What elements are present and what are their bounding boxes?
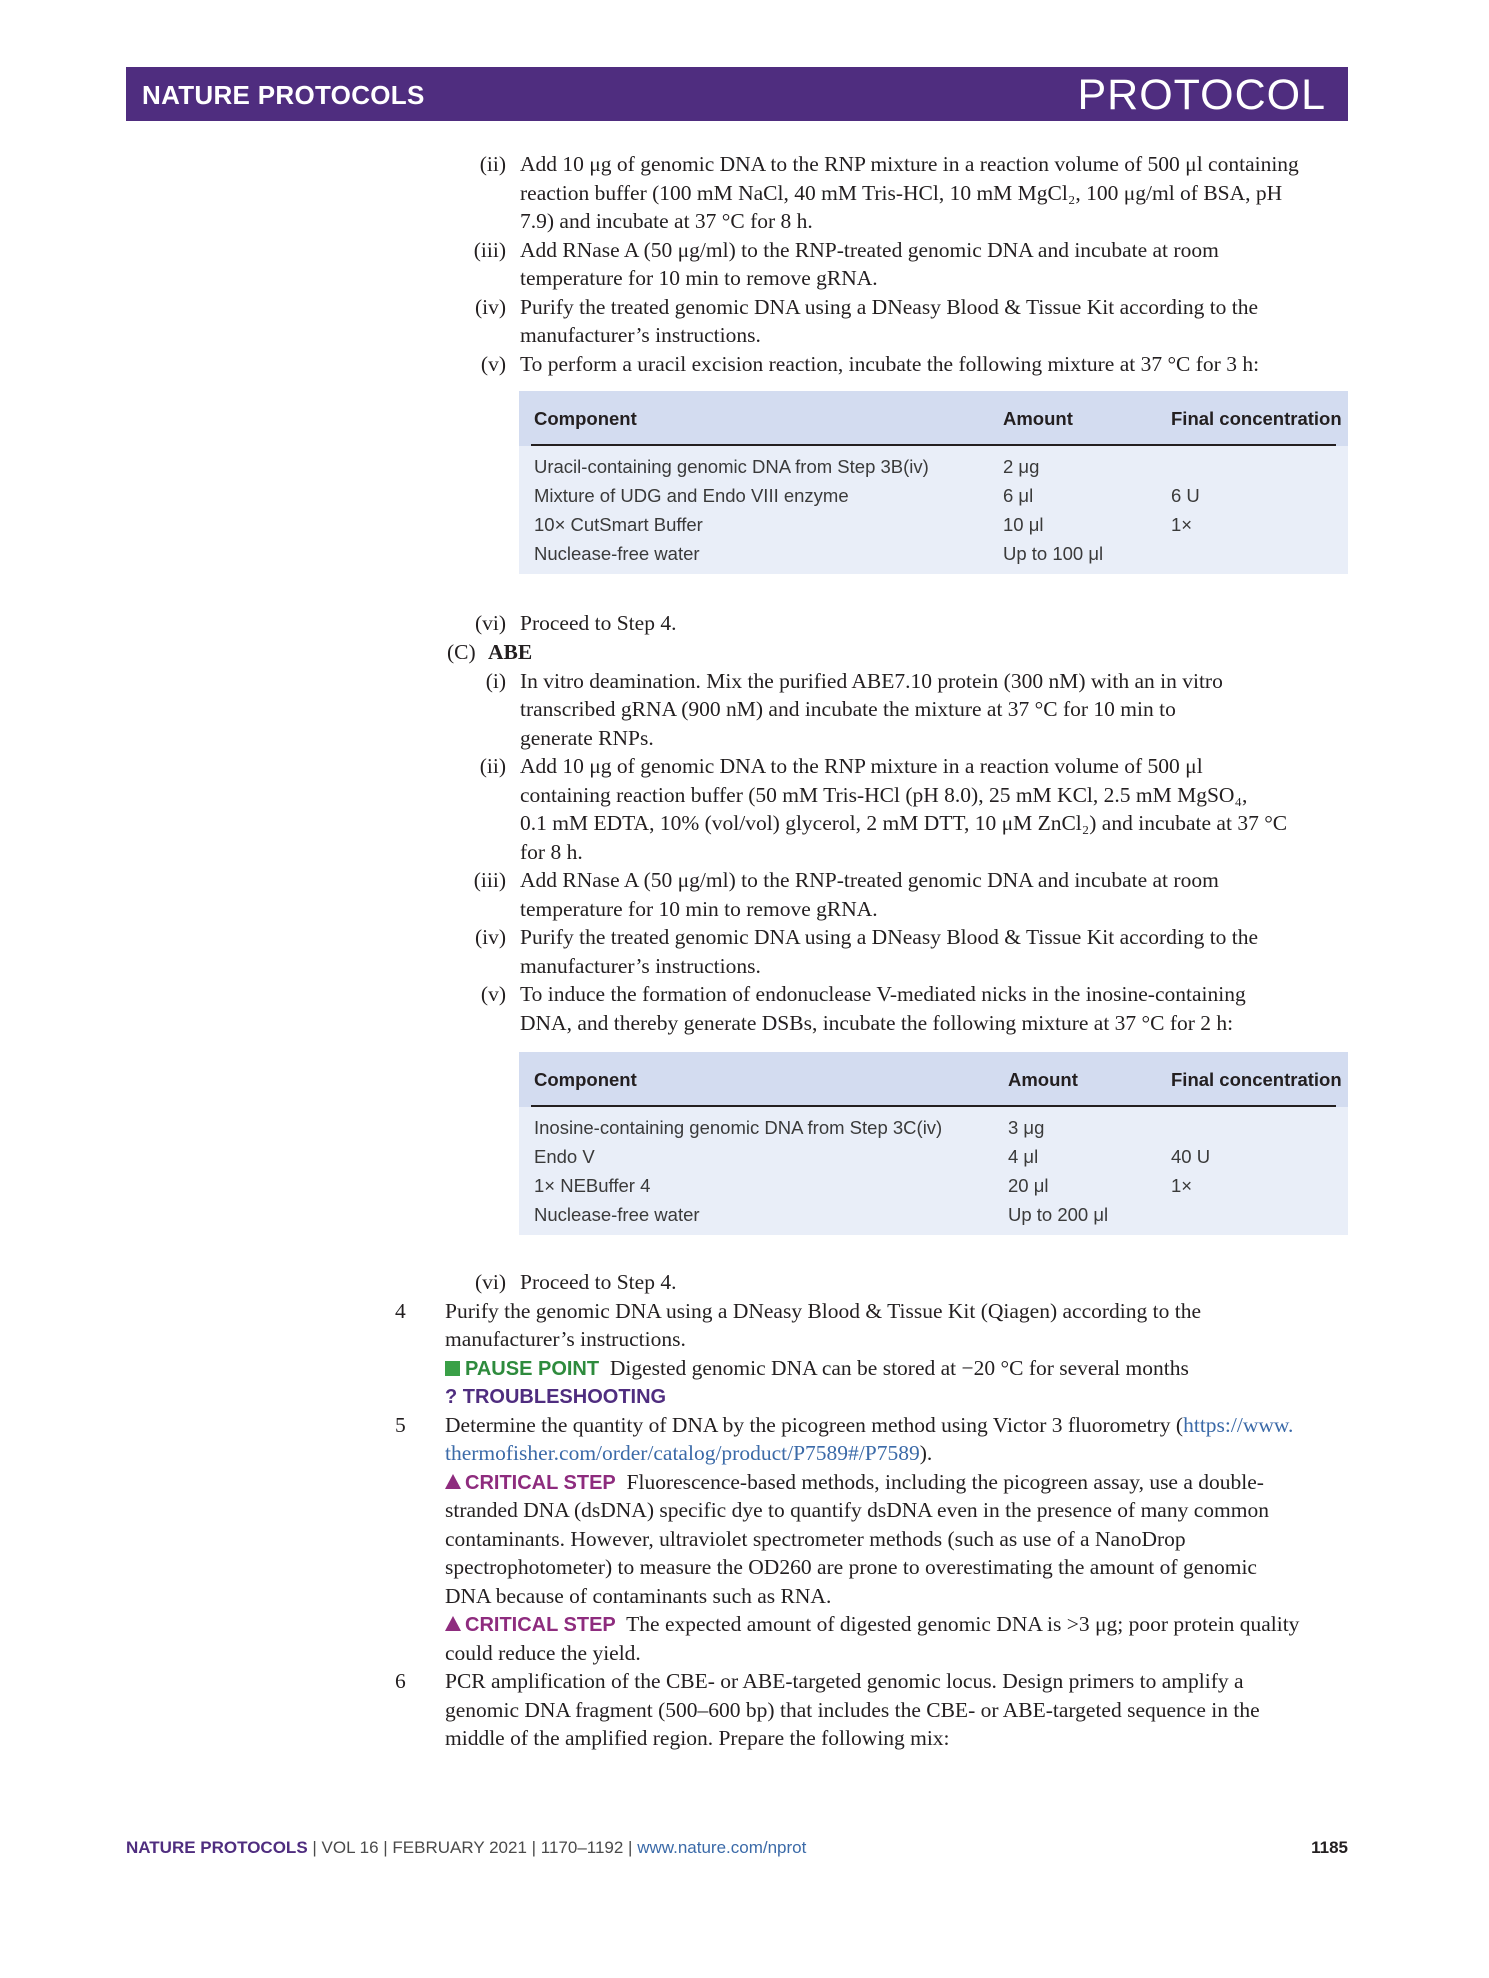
table-cell: 1× — [1171, 1175, 1193, 1196]
table-cell: Uracil-containing genomic DNA from Step 3B(iv) — [534, 456, 929, 477]
table-cell: Nuclease-free water — [534, 1204, 700, 1225]
step-number: (v) — [480, 351, 506, 376]
critical-step-note — [445, 1610, 1348, 1640]
step-number: 6 — [395, 1669, 406, 1693]
step-number: (ii) — [479, 152, 506, 176]
step-number: (iii) — [473, 237, 506, 262]
troubleshooting-link[interactable] — [445, 1382, 1348, 1412]
table-cell: 6 U — [1171, 485, 1200, 506]
table-cell: 20 μl — [1008, 1175, 1049, 1196]
critical-step-label: CRITICAL STEP — [465, 1471, 616, 1494]
column-header: Component — [534, 1069, 637, 1090]
table-cell: 3 μg — [1008, 1117, 1045, 1138]
step-line — [445, 1411, 1348, 1440]
table-cell: Up to 200 μl — [1008, 1204, 1109, 1225]
pause-point-label: PAUSE POINT — [465, 1357, 600, 1380]
pause-point-note — [445, 1354, 1348, 1384]
table-header — [519, 391, 1348, 446]
table-cell: Endo V — [534, 1146, 595, 1167]
step-line: DNA, and thereby generate DSBs, incubate the following mixture at 37 °C for 2 h: — [520, 1010, 1234, 1035]
section-label: (C) — [447, 640, 476, 664]
page-number: 1185 — [1311, 1838, 1348, 1857]
step-line: 0.1 mM EDTA, 10% (vol/vol) glycerol, 2 mM DTT, 10 μM ZnCl₂) and incubate at 37 °C — [520, 811, 1288, 835]
step-number: (ii) — [479, 754, 506, 778]
step-text: Determine the quantity of DNA by the picogreen method using Victor 3 fluorometry ( — [445, 1412, 1184, 1437]
uracil-excision-table — [519, 391, 1348, 574]
step-line: Purify the genomic DNA using a DNeasy Blood & Tissue Kit (Qiagen) according to the — [445, 1298, 1201, 1323]
warning-triangle-icon — [445, 1474, 461, 1489]
table-rule — [531, 444, 1336, 446]
step-line — [445, 1439, 1348, 1468]
column-header: Final concentration — [1171, 1069, 1342, 1090]
table-cell: 2 μg — [1003, 456, 1040, 477]
warning-triangle-icon — [445, 1616, 461, 1631]
table-rule — [531, 1105, 1336, 1107]
footer-journal: NATURE PROTOCOLS — [126, 1838, 308, 1857]
product-link[interactable]: thermofisher.com/order/catalog/product/P7589#/P7589 — [445, 1441, 920, 1465]
endo-v-table — [519, 1052, 1348, 1235]
table-cell: 1× — [1171, 514, 1193, 535]
step-number: (vi) — [474, 1270, 506, 1294]
step-line: 7.9) and incubate at 37 °C for 8 h. — [520, 209, 813, 233]
table-cell: Up to 100 μl — [1003, 543, 1104, 564]
table-cell: 6 μl — [1003, 485, 1034, 506]
table-cell: 40 U — [1171, 1146, 1211, 1167]
critical-text: Fluorescence-based methods, including the picogreen assay, use a double- — [626, 1469, 1264, 1494]
step-number: (v) — [480, 982, 506, 1006]
critical-step-label: CRITICAL STEP — [465, 1614, 616, 1636]
step-number: (iv) — [474, 925, 506, 949]
step-number: (iii) — [473, 868, 506, 892]
table-header — [519, 1052, 1348, 1107]
step-line: Add 10 μg of genomic DNA to the RNP mixture in a reaction volume of 500 μl containing — [520, 152, 1299, 176]
step-line: genomic DNA fragment (500–600 bp) that includes the CBE- or ABE-targeted sequence in the — [445, 1697, 1260, 1722]
table-cell: 1× NEBuffer 4 — [534, 1175, 651, 1196]
step-line: manufacturer’s instructions. — [445, 1327, 686, 1351]
step-line: stranded DNA (dsDNA) specific dye to quantify dsDNA even in the presence of many common — [445, 1498, 1269, 1522]
pause-point-text: Digested genomic DNA can be stored at −20 °C for several months — [609, 1355, 1189, 1380]
step-line: temperature for 10 min to remove gRNA. — [520, 896, 878, 921]
step-line: for 8 h. — [520, 839, 583, 864]
step-line: Add RNase A (50 μg/ml) to the RNP-treated genomic DNA and incubate at room — [520, 868, 1219, 892]
step-line: could reduce the yield. — [445, 1640, 641, 1665]
step-line: manufacturer’s instructions. — [520, 323, 761, 347]
step-number: (iv) — [474, 294, 506, 319]
critical-step-note — [445, 1468, 1348, 1498]
step-line: transcribed gRNA (900 nM) and incubate the mixture at 37 °C for 10 min to — [520, 697, 1176, 721]
step-line: Proceed to Step 4. — [520, 1270, 677, 1294]
step-line: contaminants. However, ultraviolet spectrometer methods (such as use of a NanoDrop — [445, 1526, 1186, 1551]
section-title: ABE — [488, 640, 533, 664]
step-line: reaction buffer (100 mM NaCl, 40 mM Tris-HCl, 10 mM MgCl₂, 100 μg/ml of BSA, pH — [520, 180, 1283, 205]
step-number: 5 — [395, 1412, 406, 1437]
column-header: Amount — [1003, 408, 1073, 429]
step-line: In vitro deamination. Mix the purified ABE7.10 protein (300 nM) with an in vitro — [520, 668, 1223, 693]
step-line: temperature for 10 min to remove gRNA. — [520, 266, 878, 290]
step-line: containing reaction buffer (50 mM Tris-HCl (pH 8.0), 25 mM KCl, 2.5 mM MgSO₄, — [520, 782, 1248, 807]
journal-name: NATURE PROTOCOLS — [142, 80, 425, 110]
step-number: (vi) — [474, 611, 506, 635]
step-line: Add RNase A (50 μg/ml) to the RNP-treated genomic DNA and incubate at room — [520, 237, 1219, 262]
step-line: Purify the treated genomic DNA using a DNeasy Blood & Tissue Kit according to the — [520, 925, 1259, 949]
table-cell: 10× CutSmart Buffer — [534, 514, 703, 535]
footer-url[interactable]: www.nature.com/nprot — [637, 1838, 807, 1857]
step-line: PCR amplification of the CBE- or ABE-targeted genomic locus. Design primers to amplify a — [445, 1669, 1244, 1693]
step-line: DNA because of contaminants such as RNA. — [445, 1583, 832, 1608]
pause-square-icon — [445, 1361, 460, 1376]
table-cell: Mixture of UDG and Endo VIII enzyme — [534, 485, 849, 506]
column-header: Final concentration — [1171, 408, 1342, 429]
column-header: Component — [534, 408, 637, 429]
article-type: PROTOCOL — [1077, 71, 1326, 119]
step-line: Proceed to Step 4. — [520, 611, 677, 635]
step-line: manufacturer’s instructions. — [520, 953, 761, 978]
critical-text: The expected amount of digested genomic DNA is >3 μg; poor protein quality — [626, 1612, 1300, 1636]
table-cell: 4 μl — [1008, 1146, 1039, 1167]
footer-issue: | VOL 16 | FEBRUARY 2021 | 1170–1192 | — [312, 1838, 633, 1857]
step-line: To induce the formation of endonuclease V-mediated nicks in the inosine-containing — [520, 982, 1246, 1006]
page-footer — [126, 1838, 806, 1858]
table-cell: Inosine-containing genomic DNA from Step 3C(iv) — [534, 1117, 943, 1138]
step-line: spectrophotometer) to measure the OD260 are prone to overestimating the amount of genomic — [445, 1555, 1257, 1579]
step-number: (i) — [485, 668, 506, 693]
step-line: To perform a uracil excision reaction, incubate the following mixture at 37 °C for 3 h: — [520, 351, 1260, 376]
table-cell: 10 μl — [1003, 514, 1044, 535]
product-link[interactable]: https://www. — [1183, 1412, 1294, 1437]
step-number: 4 — [395, 1298, 406, 1323]
step-line: middle of the amplified region. Prepare the following mix: — [445, 1726, 950, 1750]
troubleshooting-label[interactable]: ? TROUBLESHOOTING — [445, 1386, 667, 1408]
journal-header-bar — [126, 67, 1348, 121]
step-line: Add 10 μg of genomic DNA to the RNP mixture in a reaction volume of 500 μl — [520, 754, 1203, 778]
step-line: Purify the treated genomic DNA using a DNeasy Blood & Tissue Kit according to the — [520, 294, 1259, 319]
table-cell: Nuclease-free water — [534, 543, 700, 564]
step-line: generate RNPs. — [520, 725, 654, 750]
column-header: Amount — [1008, 1069, 1078, 1090]
step-text: ). — [919, 1441, 933, 1465]
